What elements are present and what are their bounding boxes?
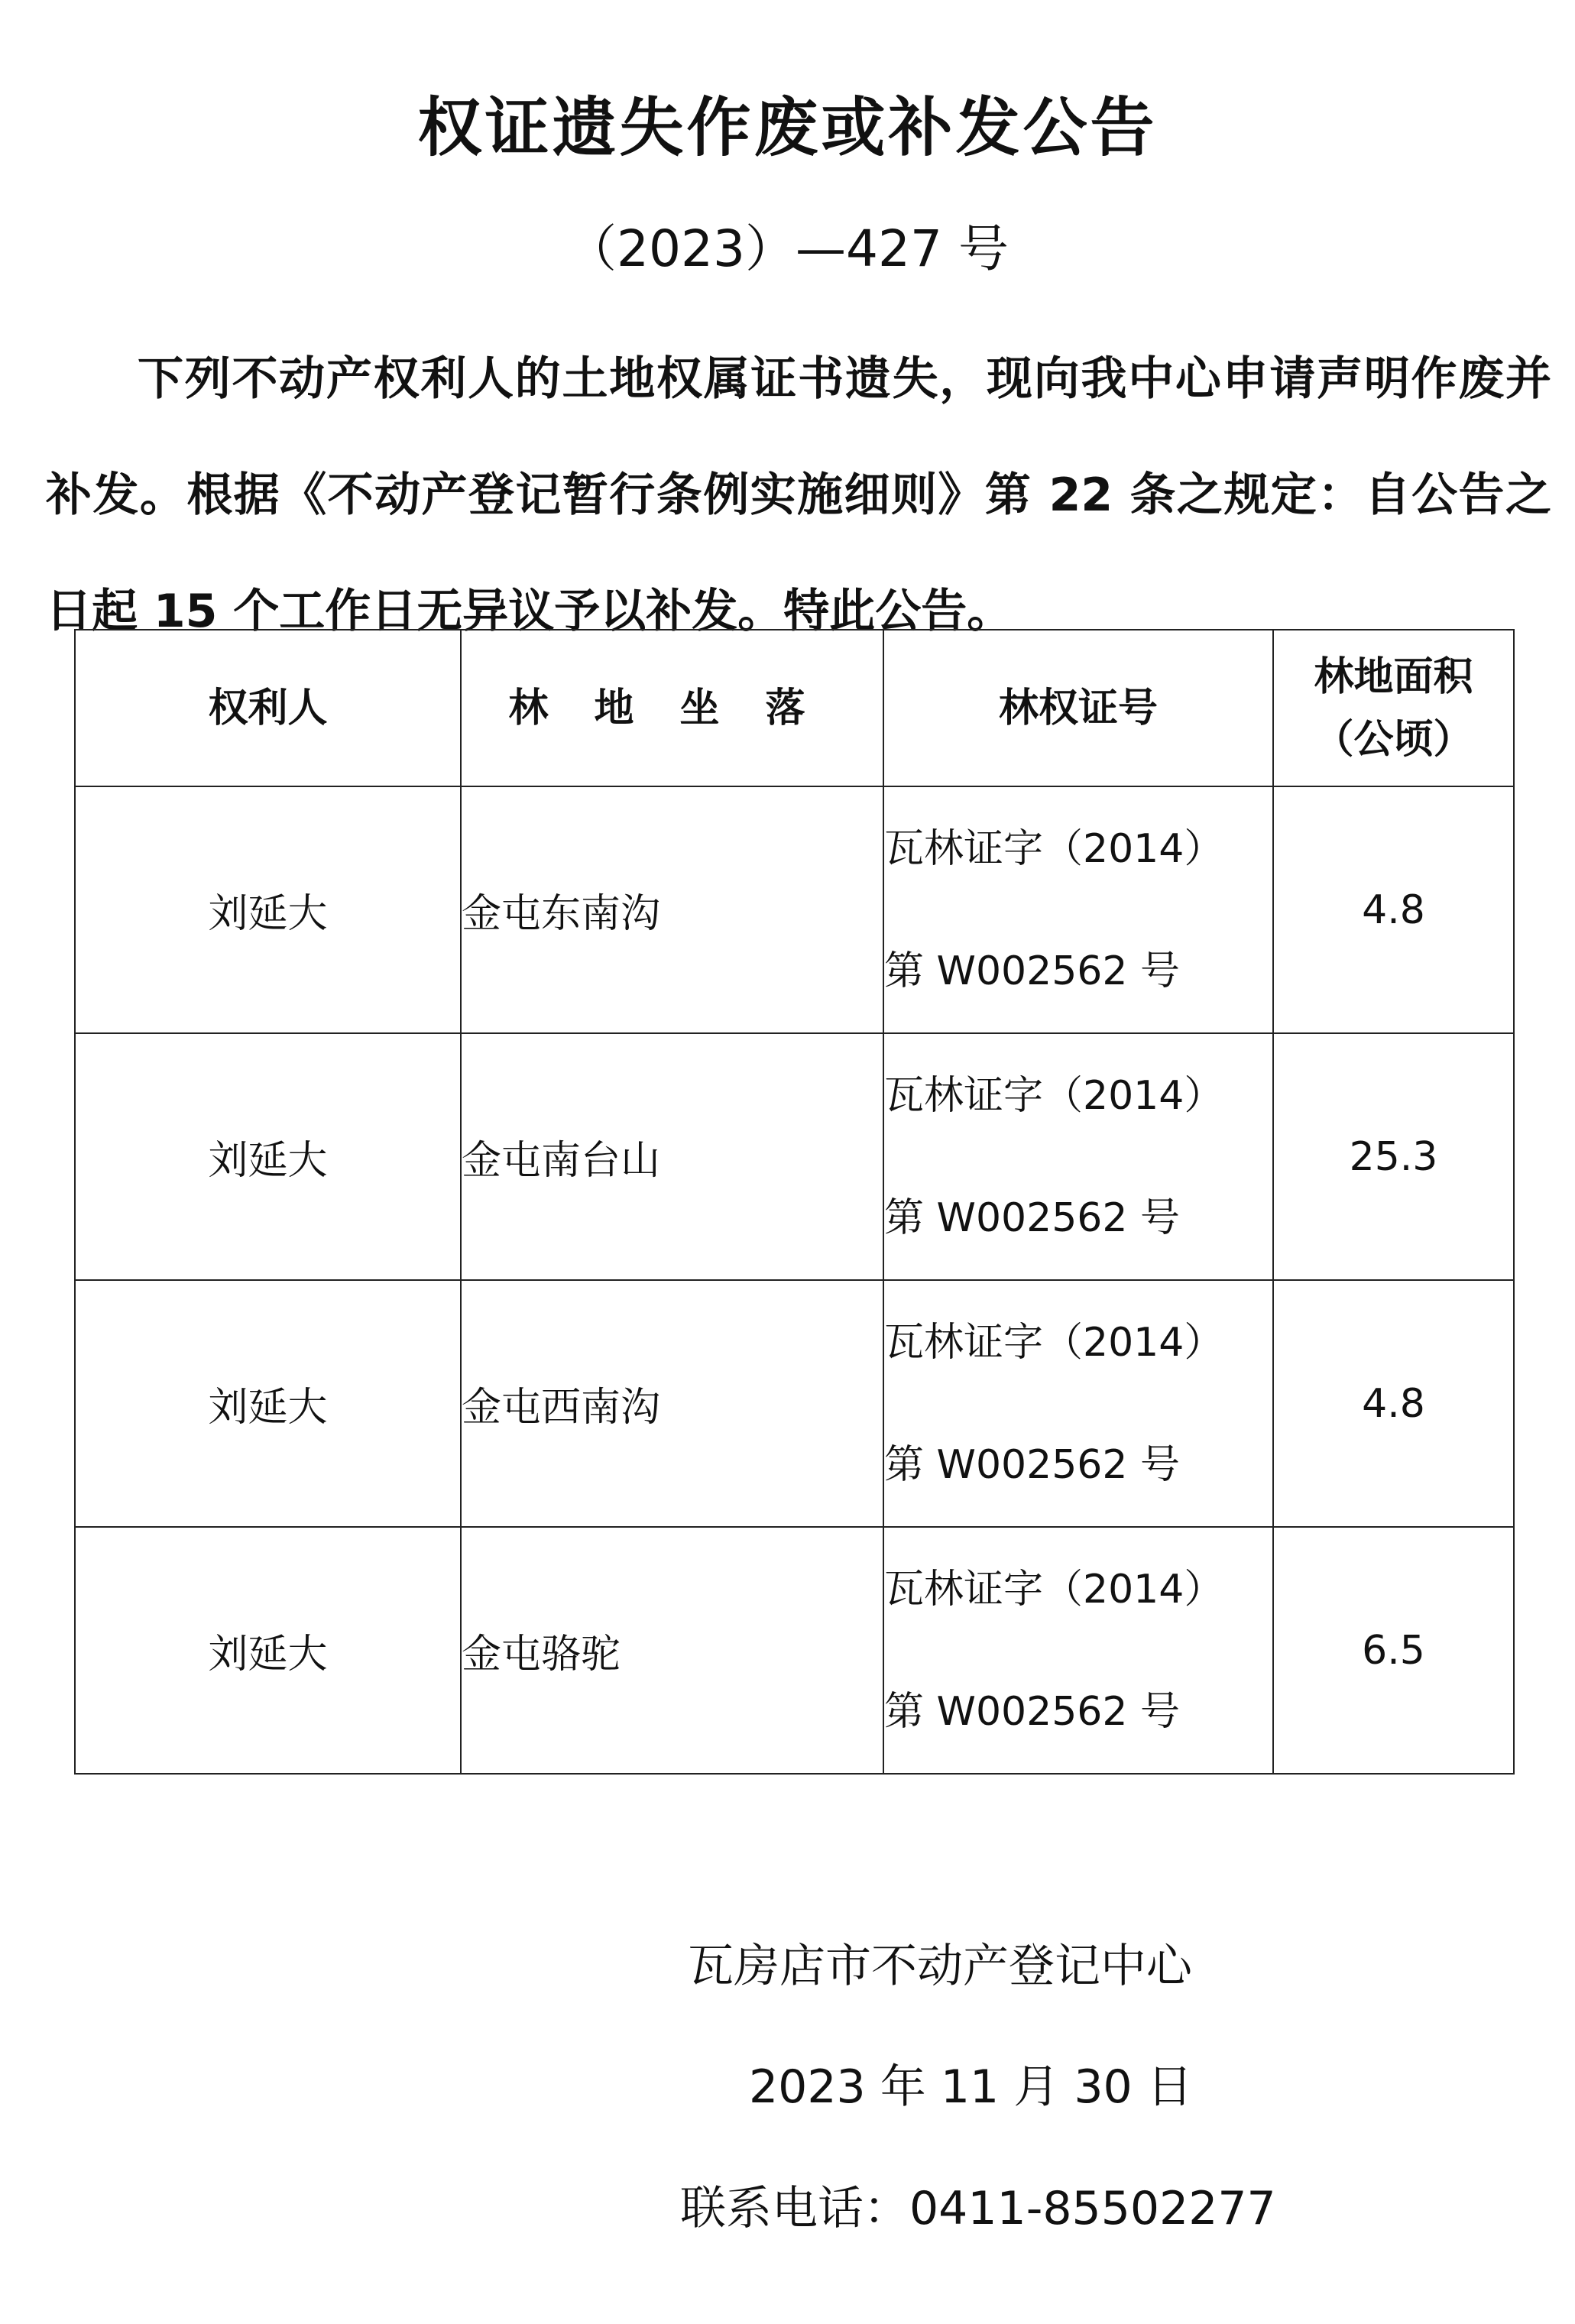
header-location: 林地坐落 [461,630,883,786]
certificate-number: 第 W002562 号 [884,1194,1180,1241]
cell-area: 4.8 [1273,1280,1514,1527]
header-area [1273,630,1514,786]
certificate-prefix: 瓦林证字（2014） [884,1566,1224,1613]
header-area-unit: （公顷） [1314,716,1473,763]
table-header-row [75,630,1514,786]
cell-owner: 刘延大 [75,1527,461,1774]
notice-title: 权证遗失作废或补发公告 [417,90,1158,165]
cell-certificate [883,1280,1273,1527]
header-certificate: 林权证号 [883,630,1273,786]
table-row [75,1033,1514,1280]
cell-owner: 刘延大 [75,786,461,1033]
certificate-number: 第 W002562 号 [884,948,1180,994]
cell-certificate [883,1527,1273,1774]
header-area-label: 林地面积 [1314,653,1473,700]
certificate-prefix: 瓦林证字（2014） [884,1319,1224,1366]
cell-area: 6.5 [1273,1527,1514,1774]
cell-location: 金屯骆驼 [461,1527,883,1774]
certificate-number: 第 W002562 号 [884,1441,1180,1488]
contact-phone: 联系电话：0411-85502277 [680,2182,1276,2235]
certificate-table [74,629,1515,1775]
cell-owner: 刘延大 [75,1280,461,1527]
certificate-prefix: 瓦林证字（2014） [884,825,1224,872]
certificate-number: 第 W002562 号 [884,1688,1180,1735]
cell-certificate [883,786,1273,1033]
issuing-organization: 瓦房店市不动产登记中心 [688,1940,1192,1993]
issue-date: 2023 年 11 月 30 日 [749,2060,1193,2114]
cell-certificate [883,1033,1273,1280]
header-owner: 权利人 [75,630,461,786]
cell-area: 25.3 [1273,1033,1514,1280]
notice-body: 下列不动产权利人的土地权属证书遗失，现向我中心申请声明作废并补发。根据《不动产登记暂行条例实施细则》第 22 条之规定：自公告之日起 15 个工作日无异议予以补发。特此公告。 [46,352,1551,638]
cell-location: 金屯东南沟 [461,786,883,1033]
cell-location: 金屯西南沟 [461,1280,883,1527]
document-number: （2023）—427 号 [566,219,1009,278]
certificate-prefix: 瓦林证字（2014） [884,1072,1224,1119]
cell-area: 4.8 [1273,786,1514,1033]
cell-owner: 刘延大 [75,1033,461,1280]
table-row [75,786,1514,1033]
table-row [75,1527,1514,1774]
cell-location: 金屯南台山 [461,1033,883,1280]
table-row [75,1280,1514,1527]
